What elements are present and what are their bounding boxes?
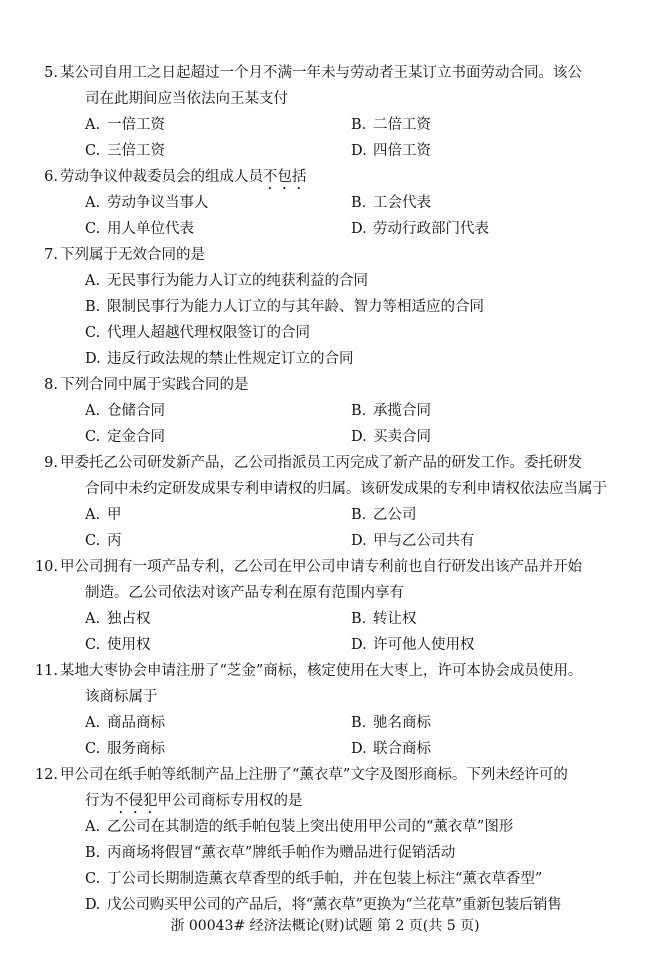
option-d <box>351 632 475 658</box>
option-key: C. <box>85 325 101 341</box>
option-c <box>85 736 165 762</box>
option-c <box>85 424 165 450</box>
option-text: 工会代表 <box>373 195 431 211</box>
question-number: 8. <box>44 377 58 393</box>
option-c <box>85 320 310 346</box>
question-text: 甲委托乙公司研发新产品，乙公司指派员工丙完成了新产品的研发工作。委托研发 <box>60 455 582 471</box>
option-b <box>351 190 431 216</box>
option-a <box>85 190 209 216</box>
emphasis-text: 不包括 <box>263 169 307 185</box>
option-a <box>85 268 368 294</box>
option-key: D. <box>351 429 367 445</box>
option-key: C. <box>85 871 101 887</box>
option-text: 戊公司购买甲公司的产品后，将“薰衣草”更换为“兰花草”重新包装后销售 <box>107 897 562 913</box>
option-text: 二倍工资 <box>373 117 431 133</box>
option-text: 定金合同 <box>107 429 165 445</box>
question-number: 5. <box>44 65 58 81</box>
option-key: B. <box>351 715 367 731</box>
option-key: D. <box>85 351 101 367</box>
page-footer: 浙 00043# 经济法概论(财)试题 第 2 页(共 5 页) <box>170 918 480 934</box>
option-key: D. <box>351 533 367 549</box>
option-d <box>351 216 489 242</box>
option-text: 仓储合同 <box>107 403 165 419</box>
option-text: 联合商标 <box>373 741 431 757</box>
option-text: 三倍工资 <box>107 143 165 159</box>
option-key: B. <box>351 117 367 133</box>
option-text: 一倍工资 <box>107 117 165 133</box>
question-text-line <box>0 86 650 112</box>
question-text: 下列合同中属于实践合同的是 <box>60 377 249 393</box>
option-text: 商品商标 <box>107 715 165 731</box>
option-key: D. <box>351 741 367 757</box>
option-a <box>85 112 165 138</box>
question-5 <box>0 60 650 86</box>
option-b <box>85 294 484 320</box>
option-key: B. <box>351 195 367 211</box>
question-text: 某公司自用工之日起超过一个月不满一年未与劳动者王某订立书面劳动合同。该公 <box>60 65 582 81</box>
question-10 <box>0 554 650 580</box>
question-text-cont <box>85 788 303 817</box>
question-7 <box>0 242 650 268</box>
option-key: D. <box>85 897 101 913</box>
question-number: 9. <box>44 455 58 471</box>
question-number: 11. <box>34 663 58 679</box>
option-text: 转让权 <box>373 611 417 627</box>
option-d <box>351 736 431 762</box>
question-text-part: 行为 <box>85 793 114 809</box>
option-a <box>85 606 151 632</box>
option-text: 服务商标 <box>107 741 165 757</box>
option-c <box>85 866 542 892</box>
question-number: 6. <box>44 169 58 185</box>
question-text: 甲公司拥有一项产品专利，乙公司在甲公司申请专利前也自行研发出该产品并开始 <box>60 559 582 575</box>
option-text: 甲与乙公司共有 <box>373 533 475 549</box>
option-key: B. <box>85 299 101 315</box>
option-text: 独占权 <box>107 611 151 627</box>
option-a <box>85 502 122 528</box>
option-text: 无民事行为能力人订立的纯获利益的合同 <box>107 273 368 289</box>
question-number: 10. <box>34 559 58 575</box>
question-text-cont: 合同中未约定研发成果专利申请权的归属。该研发成果的专利申请权依法应当属于 <box>85 481 607 497</box>
option-c <box>85 632 151 658</box>
option-key: A. <box>85 715 101 731</box>
option-b <box>351 710 431 736</box>
question-12 <box>0 762 650 788</box>
question-text-part: 甲公司商标专用权的是 <box>157 793 303 809</box>
option-text: 劳动争议当事人 <box>107 195 209 211</box>
option-key: B. <box>351 611 367 627</box>
option-key: B. <box>351 507 367 523</box>
option-text: 使用权 <box>107 637 151 653</box>
question-text-cont: 制造。乙公司依法对该产品专利在原有范围内享有 <box>85 585 404 601</box>
option-text: 买卖合同 <box>373 429 431 445</box>
option-c <box>85 528 122 554</box>
question-text-line <box>0 684 650 710</box>
option-key: C. <box>85 429 101 445</box>
option-key: C. <box>85 741 101 757</box>
question-text-line <box>0 788 650 814</box>
option-text: 四倍工资 <box>373 143 431 159</box>
option-text: 丙 <box>107 533 122 549</box>
emphasis-text: 不侵犯 <box>114 793 158 809</box>
option-text: 限制民事行为能力人订立的与其年龄、智力等相适应的合同 <box>107 299 484 315</box>
question-text-line <box>0 580 650 606</box>
option-c <box>85 216 194 242</box>
option-d <box>351 424 431 450</box>
option-text: 驰名商标 <box>373 715 431 731</box>
question-text: 下列属于无效合同的是 <box>60 247 205 263</box>
question-text-cont: 该商标属于 <box>85 689 158 705</box>
question-6 <box>0 164 650 190</box>
option-a <box>85 710 165 736</box>
option-key: A. <box>85 273 101 289</box>
option-text: 承揽合同 <box>373 403 431 419</box>
option-key: A. <box>85 195 101 211</box>
question-9 <box>0 450 650 476</box>
option-a <box>85 398 165 424</box>
option-text: 甲 <box>107 507 122 523</box>
option-b <box>85 840 455 866</box>
option-key: D. <box>351 221 367 237</box>
option-key: C. <box>85 143 101 159</box>
option-text: 许可他人使用权 <box>373 637 475 653</box>
option-key: C. <box>85 533 101 549</box>
option-b <box>351 112 431 138</box>
option-key: B. <box>85 845 101 861</box>
question-11 <box>0 658 650 684</box>
option-text: 乙公司在其制造的纸手帕包装上突出使用甲公司的“薰衣草”图形 <box>107 819 514 835</box>
question-8 <box>0 372 650 398</box>
question-text-line <box>0 476 650 502</box>
option-text: 丙商场将假冒“薰衣草”牌纸手帕作为赠品进行促销活动 <box>107 845 456 861</box>
option-key: D. <box>351 637 367 653</box>
question-number: 7. <box>44 247 58 263</box>
option-b <box>351 398 431 424</box>
question-number: 12. <box>34 767 58 783</box>
option-a <box>85 814 513 840</box>
option-key: A. <box>85 403 101 419</box>
question-text-cont: 司在此期间应当依法向王某支付 <box>85 91 288 107</box>
option-key: C. <box>85 221 101 237</box>
option-text: 代理人超越代理权限签订的合同 <box>107 325 310 341</box>
option-key: A. <box>85 819 101 835</box>
option-key: A. <box>85 611 101 627</box>
option-text: 劳动行政部门代表 <box>373 221 489 237</box>
option-key: B. <box>351 403 367 419</box>
option-text: 用人单位代表 <box>107 221 194 237</box>
question-text <box>60 164 307 193</box>
option-d <box>85 346 354 372</box>
option-b <box>351 502 417 528</box>
option-key: C. <box>85 637 101 653</box>
option-text: 违反行政法规的禁止性规定订立的合同 <box>107 351 354 367</box>
option-d <box>351 528 475 554</box>
option-text: 丁公司长期制造薰衣草香型的纸手帕，并在包装上标注“薰衣草香型” <box>107 871 543 887</box>
question-text-part: 劳动争议仲裁委员会的组成人员 <box>60 169 263 185</box>
option-c <box>85 138 165 164</box>
option-d <box>351 138 431 164</box>
question-text: 某地大枣协会申请注册了“芝金”商标，核定使用在大枣上，许可本协会成员使用。 <box>60 663 583 679</box>
option-key: A. <box>85 507 101 523</box>
option-key: A. <box>85 117 101 133</box>
option-text: 乙公司 <box>373 507 417 523</box>
question-text: 甲公司在纸手帕等纸制产品上注册了“薰衣草”文字及图形商标。下列未经许可的 <box>60 767 568 783</box>
option-key: D. <box>351 143 367 159</box>
option-b <box>351 606 417 632</box>
